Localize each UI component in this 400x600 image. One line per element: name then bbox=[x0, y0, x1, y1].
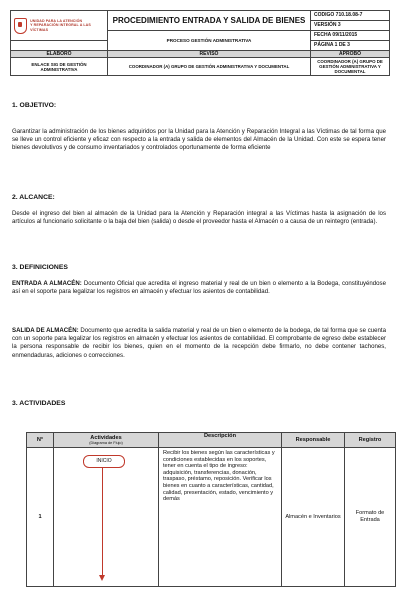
section-actividades-title: 3. ACTIVIDADES bbox=[12, 400, 66, 407]
header-record: Registro bbox=[345, 433, 396, 448]
logo-line-2: Y REPARACIÓN INTEGRAL A LAS VÍCTIMAS bbox=[30, 23, 91, 32]
definition-entrada-term: ENTRADA A ALMACÉN: bbox=[12, 280, 82, 287]
definition-salida-term: SALIDA DE ALMACÉN: bbox=[12, 327, 79, 334]
definition-entrada-text: Documento Oficial que acredita el ingreso material y real de un bien o elemento a la Bodega, constituyéndose así en el soporte para legalizar los registros en almacén y efectuar los asientos de contabilidad. bbox=[12, 280, 386, 296]
header-activities-sub: (Diagrama de Flujo) bbox=[89, 441, 123, 445]
document-code: CODIGO 710.18.08-7 bbox=[311, 11, 390, 21]
document-version: VERSIÓN 3 bbox=[311, 21, 390, 31]
aprobo-value: COORDINADOR (A) GRUPO DE GESTIÓN ADMINISTRATIVA Y DOCUMENTAL bbox=[311, 58, 390, 76]
arrow-down-icon bbox=[99, 575, 105, 581]
row-num: 1 bbox=[27, 448, 54, 587]
section-objetivo-title: 1. OBJETIVO: bbox=[12, 102, 57, 109]
flow-diagram-cell bbox=[54, 448, 159, 587]
header-responsible: Responsable bbox=[282, 433, 345, 448]
section-objetivo-text: Garantizar la administración de los bienes adquiridos por la Unidad para la Atención y Reparación Integral a las Víctimas de tal forma que se lleve un control eficiente y eficaz con respecto a la entrada y salida de elementos del Almacén de la Unidad. Con este se espera tener bienes devolutivos y de consumo inventariados y controlados oportunamente de forma eficiente bbox=[12, 128, 386, 152]
section-definiciones-title: 3. DEFINICIONES bbox=[12, 264, 68, 271]
definition-salida-text: Documento que acredita la salida material y real de un bien o elemento de la bodega, de tal forma que se cuenta con un soporte para legalizar los registros en almacén y efectuar los asientos de contabilidad. El comprobante de egreso debe establecer la persona responsable de recibir los bienes, quien en el momento de la recepción debe firmarlo, no debe contener tachones, enmendaduras, adiciones o correcciones. bbox=[12, 327, 387, 359]
blank-cell bbox=[11, 41, 108, 51]
activities-table bbox=[26, 432, 396, 587]
header-num: N° bbox=[27, 433, 54, 448]
institution-logo bbox=[14, 18, 104, 34]
header-activities-label: Actividades bbox=[90, 435, 122, 441]
document-title: PROCEDIMIENTO ENTRADA Y SALIDA DE BIENES bbox=[108, 11, 311, 31]
header-description: Descripción bbox=[159, 433, 282, 448]
definition-salida bbox=[12, 327, 386, 360]
flow-start-node: INICIO bbox=[83, 455, 125, 468]
logo-cell bbox=[11, 11, 108, 41]
reviso-value: COORDINADOR (A) GRUPO DE GESTIÓN ADMINISTRATIVA Y DOCUMENTAL bbox=[108, 58, 311, 76]
document-header bbox=[10, 10, 390, 76]
elaboro-value: ENLACE SIG DE GESTIÓN ADMINISTRATIVA bbox=[11, 58, 108, 76]
logo-line-1: UNIDAD PARA LA ATENCIÓN bbox=[30, 19, 83, 24]
row-description: Recibir los bienes según las características y condiciones establecidas en los soportes, tener en cuenta el tipo de ingreso: adquisición, transferencias, donación, traspaso, préstamo, reposición. Verificar los bienes en cuanto a características, cantidad, calidad, presentación, estado, vencimiento y demás bbox=[159, 448, 282, 587]
section-alcance-title: 2. ALCANCE: bbox=[12, 194, 55, 201]
row-responsible: Almacén e Inventarios bbox=[282, 448, 345, 587]
aprobo-label: APROBÓ bbox=[311, 51, 390, 58]
activities-header-row bbox=[27, 433, 396, 448]
elaboro-label: ELABORÓ bbox=[11, 51, 108, 58]
process-name: PROCESO GESTIÓN ADMINISTRATIVA bbox=[108, 31, 311, 51]
seal-icon bbox=[14, 18, 27, 34]
definition-entrada bbox=[12, 280, 386, 296]
page-number: PÁGINA 1 DE 3 bbox=[311, 41, 390, 51]
reviso-label: REVISÓ bbox=[108, 51, 311, 58]
flow-connector bbox=[102, 467, 103, 577]
section-alcance-text: Desde el ingreso del bien al almacén de la Unidad para la Atención y Reparación integral a las Víctimas hasta la asignación de los artículos al funcionario solicitante o la baja del bien (salida) o desde el proveedor hasta el Almacén o a causa de un reintegro (entrada). bbox=[12, 210, 386, 226]
table-row bbox=[27, 448, 396, 587]
row-record: Formato de Entrada bbox=[345, 448, 396, 587]
logo-text bbox=[30, 19, 104, 32]
document-date: FECHA 09/11/2015 bbox=[311, 31, 390, 41]
header-activities bbox=[54, 433, 159, 448]
